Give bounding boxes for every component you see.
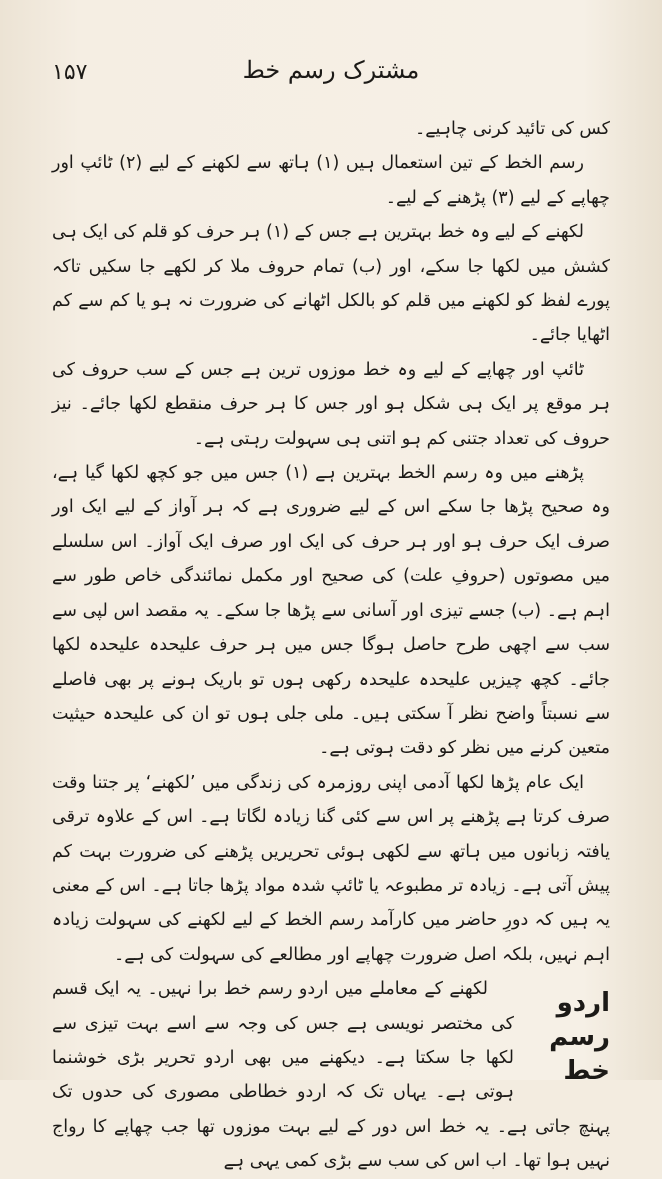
paragraph-3: لکھنے کے لیے وہ خط بہترین ہے جس کے (۱) ہر حرف کو قلم کی ایک ہی کشش میں لکھا جا سکے، اور (ب) تمام حروف ملا کر لکھے جا سکیں تاکہ پورے لفظ کو لکھنے میں قلم کو بالکل اٹھانے کی ضرورت نہ ہو یا کم سے کم اٹھایا جائے۔ [52,222,610,346]
body-text [52,112,610,1179]
paragraph-1: کس کی تائید کرنی چاہیے۔ [415,119,610,139]
section-paragraph: لکھنے کے معاملے میں اردو رسم خط برا نہیں۔ یہ ایک قسم کی مختصر نویسی ہے جس کی وجہ سے اسے بہت تیزی سے لکھا جا سکتا ہے۔ دیکھنے میں بھی اردو تحریر بڑی خوشنما ہوتی ہے۔ یہاں تک کہ اردو خطاطی مصوری کی حدوں تک پہنچ جاتی ہے۔ یہ خط اس دور کے لیے بہت موزوں تھا جب چھاپے کا رواج نہیں ہوا تھا۔ اب اس کی سب سے بڑی کمی یہی ہے [52,979,610,1172]
paragraph-2: رسم الخط کے تین استعمال ہیں (۱) ہاتھ سے لکھنے کے لیے (۲) ٹائپ اور چھاپے کے لیے (۳) پڑھنے کے لیے۔ [52,153,610,208]
section-urdu-script [52,972,610,1178]
paragraph-5: پڑھنے میں وہ رسم الخط بہترین ہے (۱) جس میں جو کچھ لکھا گیا ہے، وہ صحیح پڑھا جا سکے اس کے لیے ضروری ہے کہ ہر آواز کے لیے ایک اور صرف ایک حرف ہو اور ہر حرف کی ایک اور صرف ایک آواز۔ اس سلسلے میں مصوتوں (حروفِ علت) کی صحیح اور مکمل نمائندگی خاص طور سے اہم ہے۔ (ب) جسے تیزی اور آسانی سے پڑھا جا سکے۔ یہ مقصد اس لپی سے سب سے اچھی طرح حاصل ہوگا جس میں ہر حرف علیحدہ علیحدہ لکھا جائے۔ کچھ چیزیں علیحدہ علیحدہ رکھی ہوں تو باریک ہونے پر بھی فاصلے سے نسبتاً واضح نظر آ سکتی ہیں۔ ملی جلی ہوں تو ان کی علیحدہ حیثیت متعین کرنے میں نظر کو دقت ہوتی ہے۔ [52,463,610,759]
page-number: ۱۵۷ [52,60,88,85]
paragraph-4: ٹائپ اور چھاپے کے لیے وہ خط موزوں ترین ہے جس کے سب حروف کی ہر موقع پر ایک ہی شکل ہو اور جس کا ہر حرف منقطع لکھا جائے۔ نیز حروف کی تعداد جتنی کم ہو اتنی ہی سہولت رہتی ہے۔ [52,359,610,449]
paragraph-6: ایک عام پڑھا لکھا آدمی اپنی روزمرہ کی زندگی میں ’لکھنے‘ پر جتنا وقت صرف کرتا ہے پڑھنے پر اس سے کئی گنا زیادہ لگاتا ہے۔ اس کے علاوہ ترقی یافتہ زبانوں میں ہاتھ سے لکھی ہوئی تحریریں پڑھنے کی ضرورت بہت کم پیش آتی ہے۔ زیادہ تر مطبوعہ یا ٹائپ شدہ مواد پڑھا جاتا ہے۔ اس کے معنی یہ ہیں کہ دورِ حاضر میں کارآمد رسم الخط کے لیے لکھنے کی سہولت زیادہ اہم نہیں، بلکہ اصل ضرورت چھاپے اور مطالعے کی سہولت کی ہے۔ [52,772,610,965]
section-heading: اردو رسم خط [549,988,610,1087]
running-title: مشترک رسم خط [242,56,420,84]
page-header [52,50,610,90]
